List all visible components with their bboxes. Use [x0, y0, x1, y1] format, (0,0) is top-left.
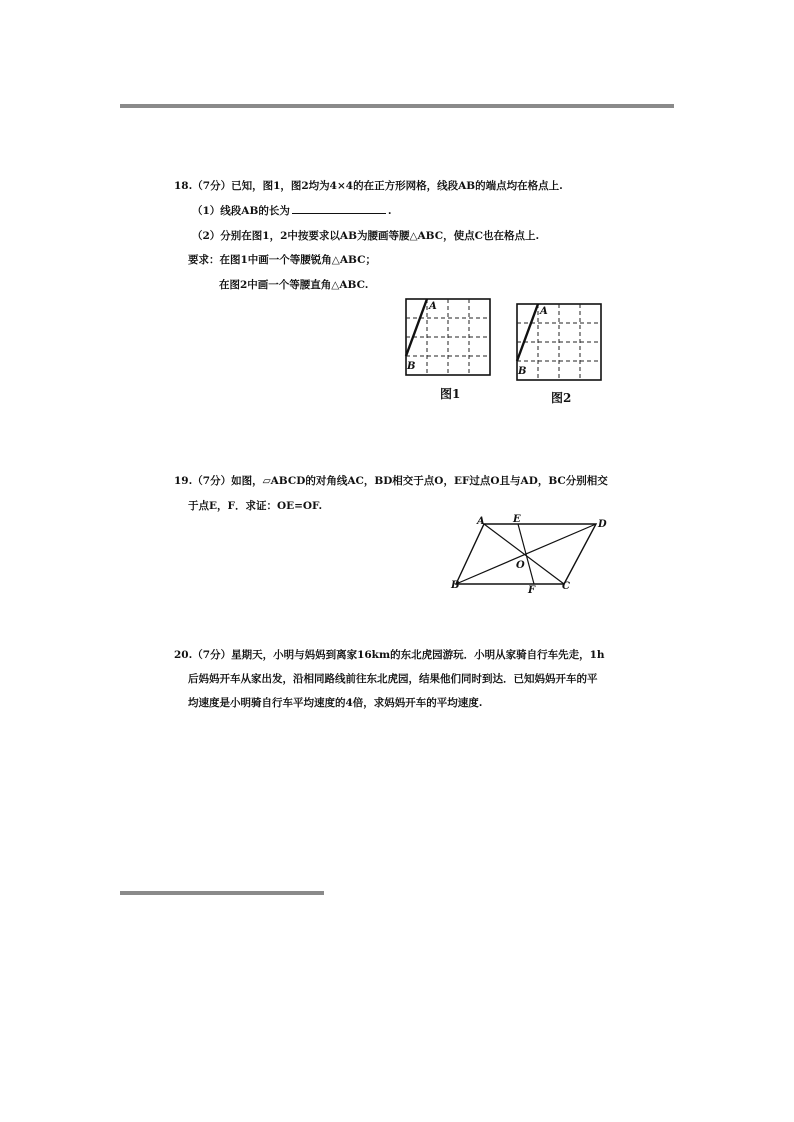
q18-figure-1 [404, 297, 492, 379]
label-o: O [516, 560, 525, 571]
label-f: F [528, 585, 536, 596]
label-d: D [598, 519, 607, 530]
bottom-rule [120, 891, 324, 895]
q18-part1 [192, 203, 391, 218]
segment-ab-fig2 [517, 304, 538, 361]
fig2-label-b: B [518, 366, 527, 377]
q18-figure-2 [515, 302, 603, 384]
q20-line2: 后妈妈开车从家出发，沿相同路线前往东北虎园，结果他们同时到达．已知妈妈开车的平 [188, 673, 598, 685]
label-b: B [451, 580, 460, 591]
fig2-caption: 图2 [551, 391, 572, 405]
fig1-label-a: A [429, 301, 437, 312]
q18-req1: 要求：在图1中画一个等腰锐角△ABC； [188, 254, 376, 266]
q19-line1: 19.（7分）如图，▱ABCD的对角线AC，BD相交于点O，EF过点O且与AD，BC分别相交 [174, 475, 608, 487]
label-a: A [477, 516, 485, 527]
q19-line2: 于点E，F．求证：OE=OF. [188, 500, 323, 512]
q20-line1: 20.（7分）星期天，小明与妈妈到离家16km的东北虎园游玩．小明从家骑自行车先走，1h [174, 649, 605, 661]
q20-line3: 均速度是小明骑自行车平均速度的4倍，求妈妈开车的平均速度. [188, 697, 483, 709]
fig2-label-a: A [540, 306, 548, 317]
label-e: E [513, 514, 521, 525]
q18-part1-prefix: （1）线段AB的长为 [192, 205, 290, 217]
q19-parallelogram-figure [448, 512, 608, 596]
top-rule [120, 104, 674, 108]
answer-blank [292, 203, 386, 214]
fig1-label-b: B [407, 361, 416, 372]
q18-stem: 18.（7分）已知，图1，图2均为4×4的在正方形网格，线段AB的端点均在格点上. [174, 180, 563, 192]
q18-part1-suffix: . [387, 205, 392, 217]
label-c: C [562, 581, 570, 592]
segment-ab-fig1 [406, 299, 427, 356]
q18-part2: （2）分别在图1，2中按要求以AB为腰画等腰△ABC，使点C也在格点上. [192, 230, 540, 242]
q18-req2: 在图2中画一个等腰直角△ABC. [219, 279, 369, 291]
fig1-caption: 图1 [440, 387, 461, 401]
